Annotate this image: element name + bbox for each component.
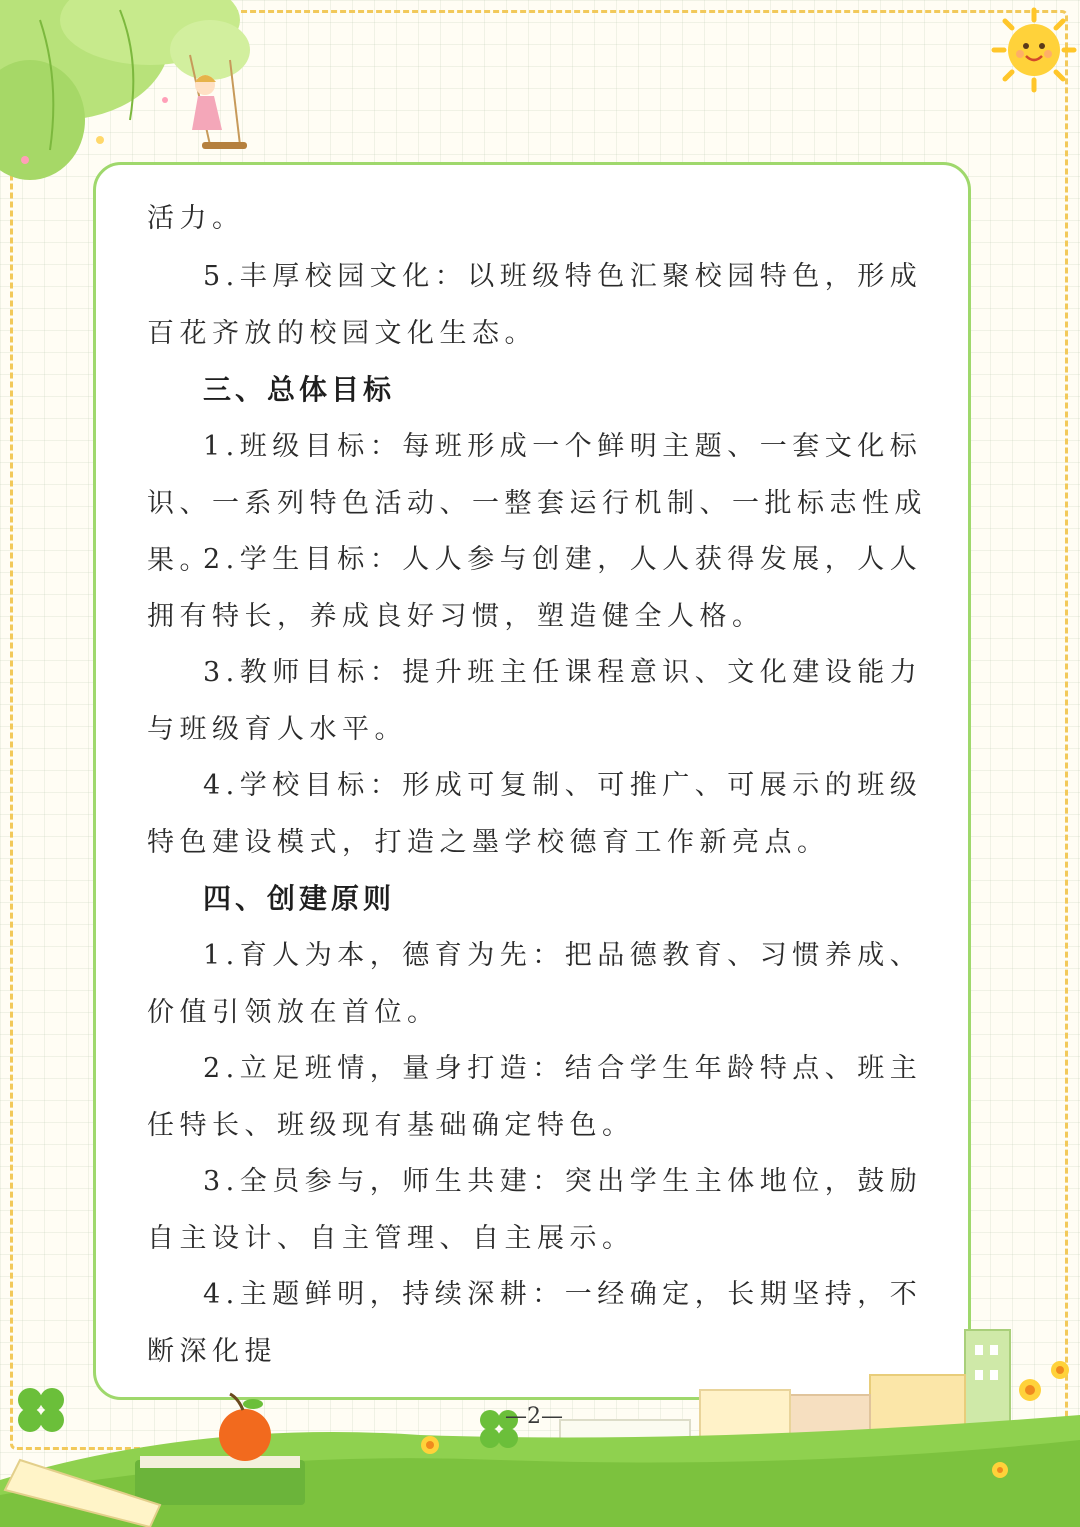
paragraph-campus-culture: 5.丰厚校园文化：以班级特色汇聚校园特色，形成百花齐放的校园文化生态。	[147, 261, 923, 349]
heading-overall-goals: 三、总体目标	[203, 373, 396, 406]
paragraph-student-goal: 2.学生目标：人人参与创建，人人获得发展，人人拥有特长，养成良好习惯，塑造健全人格。	[147, 544, 923, 632]
paragraph-teacher-goal: 3.教师目标：提升班主任课程意识、文化建设能力与班级育人水平。	[147, 657, 923, 745]
paragraph-principle-4: 4.主题鲜明，持续深耕：一经确定，长期坚持，不断深化提	[147, 1279, 923, 1367]
paragraph-school-goal: 4.学校目标：形成可复制、可推广、可展示的班级特色建设模式，打造之墨学校德育工作新亮点。	[147, 770, 923, 858]
paragraph-vitality: 活力。	[147, 203, 245, 234]
sun-icon	[990, 6, 1078, 94]
heading-principles: 四、创建原则	[203, 882, 396, 915]
paragraph-principle-1: 1.育人为本，德育为先：把品德教育、习惯养成、价值引领放在首位。	[147, 940, 923, 1028]
paragraph-principle-2: 2.立足班情，量身打造：结合学生年龄特点、班主任特长、班级现有基础确定特色。	[147, 1053, 923, 1141]
paragraph-principle-3: 3.全员参与，师生共建：突出学生主体地位，鼓励自主设计、自主管理、自主展示。	[147, 1166, 923, 1254]
paragraph-class-goal: 1.班级目标：每班形成一个鲜明主题、一套文化标识、一系列特色活动、一整套运行机制、一批标志性成果。	[147, 431, 927, 576]
page-number: —2—	[505, 1404, 563, 1429]
